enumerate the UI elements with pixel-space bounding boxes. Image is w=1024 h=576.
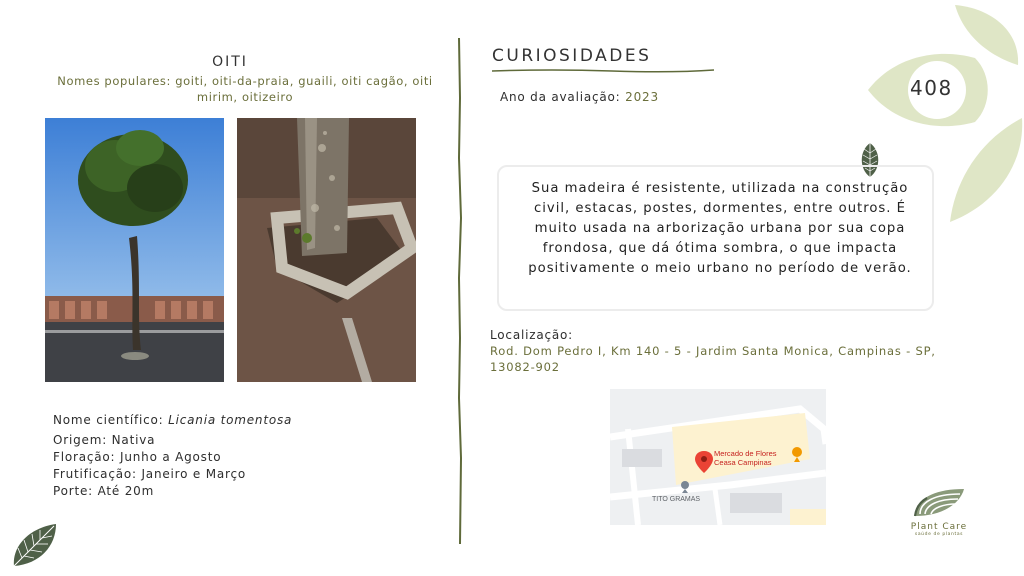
trunk-photo xyxy=(237,118,416,382)
origin: Origem: Nativa xyxy=(53,433,156,447)
plant-care-logo-icon xyxy=(910,486,968,518)
popular-names: Nomes populares: goiti, oiti-da-praia, guaili, oiti cagão, oiti mirim, oitizeiro xyxy=(57,74,433,104)
year-label: Ano da avaliação: xyxy=(500,90,626,104)
plant-name: OITI xyxy=(212,54,248,70)
leaf-icon xyxy=(10,522,60,568)
scientific-name-label: Nome científico: xyxy=(53,413,169,427)
location-address: Rod. Dom Pedro I, Km 140 - 5 - Jardim Santa Monica, Campinas - SP, 13082-902 xyxy=(490,344,936,374)
size: Porte: Até 20m xyxy=(53,484,155,498)
tree-photo xyxy=(45,118,224,382)
divider xyxy=(454,38,466,544)
location-label: Localização: xyxy=(490,328,574,342)
heading-underline xyxy=(492,66,714,74)
map-place-name: Mercado de Flores xyxy=(714,449,777,458)
fruiting: Frutificação: Janeiro e Março xyxy=(53,467,247,481)
scientific-name: Licania tomentosa xyxy=(168,413,293,427)
flowering: Floração: Junho a Agosto xyxy=(53,450,222,464)
location-map[interactable] xyxy=(610,389,826,525)
year-value: 2023 xyxy=(625,90,659,104)
plant-care-logo xyxy=(900,486,978,537)
brand-tagline: saúde de plantas xyxy=(914,532,964,537)
curiosities-heading: CURIOSIDADES xyxy=(492,46,652,66)
scientific-name-row xyxy=(53,412,292,429)
map-place-name-2: Ceasa Campinas xyxy=(714,458,772,467)
brand-name: Plant Care xyxy=(910,522,968,532)
map-poi-label: TITO GRAMAS xyxy=(652,496,701,503)
evaluation-year xyxy=(500,90,659,104)
curiosity-text: Sua madeira é resistente, utilizada na construção civil, estacas, postes, dormentes, entre outros. É muito usada na arborização urbana por sua copa frondosa, que dá ótima sombra, o que impacta positivamente o meio urbano no período de verão. xyxy=(528,181,912,276)
card-number: 408 xyxy=(910,76,953,100)
plant-details xyxy=(53,412,292,500)
